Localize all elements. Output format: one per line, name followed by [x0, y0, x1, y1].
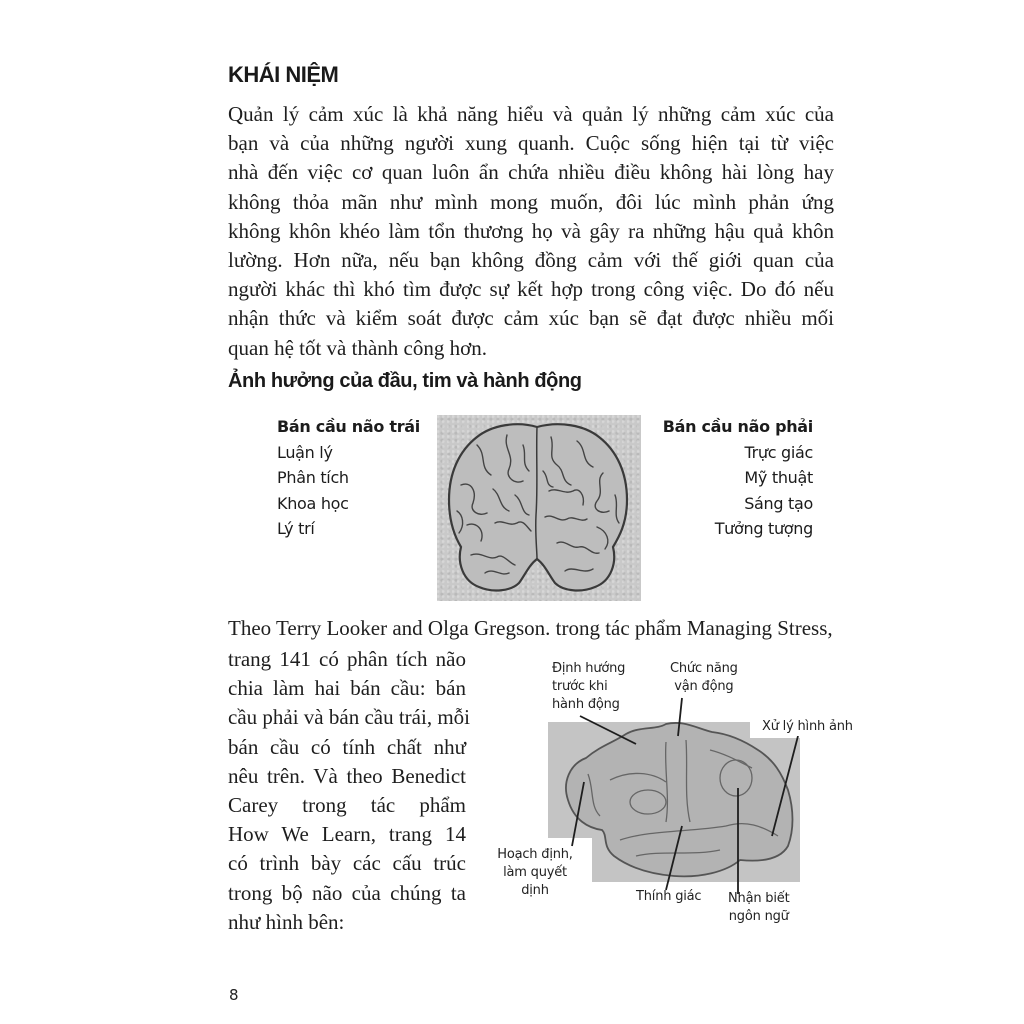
text-line: nêu trên. Và theo Benedict	[228, 763, 466, 788]
list-item: Sáng tạo	[744, 493, 813, 513]
text-line: không thỏa mãn như mình mong muốn, đôi lúc mình phản ứng	[228, 189, 834, 214]
subsection-title: Ảnh hưởng của đầu, tim và hành động	[228, 370, 582, 392]
list-item: Tưởng tượng	[714, 519, 813, 538]
brain-front-view-image	[437, 415, 641, 601]
label-visual-processing: Xử lý hình ảnh	[762, 719, 853, 734]
list-item: Khoa học	[277, 493, 349, 513]
intro-paragraph	[228, 100, 834, 363]
label-hearing: Thính giác	[636, 889, 702, 904]
text-line: quan hệ tốt và thành công hơn.	[228, 335, 487, 360]
list-item: Lý trí	[277, 519, 315, 538]
section-title: KHÁI NIỆM	[228, 62, 339, 87]
text-line: bán cầu có tính chất như	[228, 734, 466, 759]
text-line: không khôn khéo làm tổn thương họ và gây ra những hậu quả khôn	[228, 218, 834, 243]
text-line: How We Learn, trang 14	[228, 822, 466, 847]
brain-side-diagram	[490, 650, 870, 940]
source-intro-line: Theo Terry Looker and Olga Gregson. trong tác phẩm Managing Stress,	[228, 616, 833, 640]
text-line: cầu phải và bán cầu trái, mỗi	[228, 705, 470, 730]
label-decision-making: Hoạch định, làm quyết dịnh	[497, 847, 573, 898]
right-hemisphere-heading: Bán cầu não phải	[662, 417, 813, 436]
list-item: Phân tích	[277, 468, 349, 487]
left-hemisphere-heading: Bán cầu não trái	[277, 417, 420, 436]
text-line: bạn và của những người xung quanh. Cuộc sống hiện tại từ việc	[228, 131, 834, 156]
source-paragraph	[228, 645, 470, 937]
label-motor-function: Chức năng vận động	[670, 661, 738, 694]
text-line: Carey trong tác phẩm	[228, 793, 466, 818]
text-line: có trình bày các cấu trúc	[228, 851, 466, 876]
label-language-recognition: Nhận biết ngôn ngữ	[728, 891, 790, 924]
label-planning-before-action: Định hướng trước khi hành động	[552, 661, 626, 712]
text-line: trang 141 có phân tích não	[228, 647, 466, 671]
page-number: 8	[229, 986, 239, 1004]
text-line: nhận thức và kiểm soát được cảm xúc bạn sẽ đạt được nhiều mối	[228, 306, 834, 331]
text-line: Quản lý cảm xúc là khả năng hiểu và quản lý những cảm xúc của	[228, 102, 834, 126]
brain-front-illustration	[437, 415, 641, 601]
right-hemisphere-list	[663, 414, 813, 542]
text-line: lường. Hơn nữa, nếu bạn không đồng cảm với thế giới quan của	[228, 248, 834, 273]
text-line: nhà đến việc cơ quan luôn ẩn chứa nhiều điều không hài lòng hay	[228, 160, 834, 185]
text-line: chia làm hai bán cầu: bán	[228, 676, 466, 701]
list-item: Luận lý	[277, 442, 333, 462]
text-line: trong bộ não của chúng ta	[228, 880, 466, 905]
left-hemisphere-list	[277, 414, 420, 542]
text-line: người khác thì khó tìm được sự kết hợp trong công việc. Do đó nếu	[228, 277, 834, 302]
list-item: Mỹ thuật	[744, 468, 813, 487]
list-item: Trực giác	[744, 442, 813, 462]
text-line: như hình bên:	[228, 909, 345, 934]
